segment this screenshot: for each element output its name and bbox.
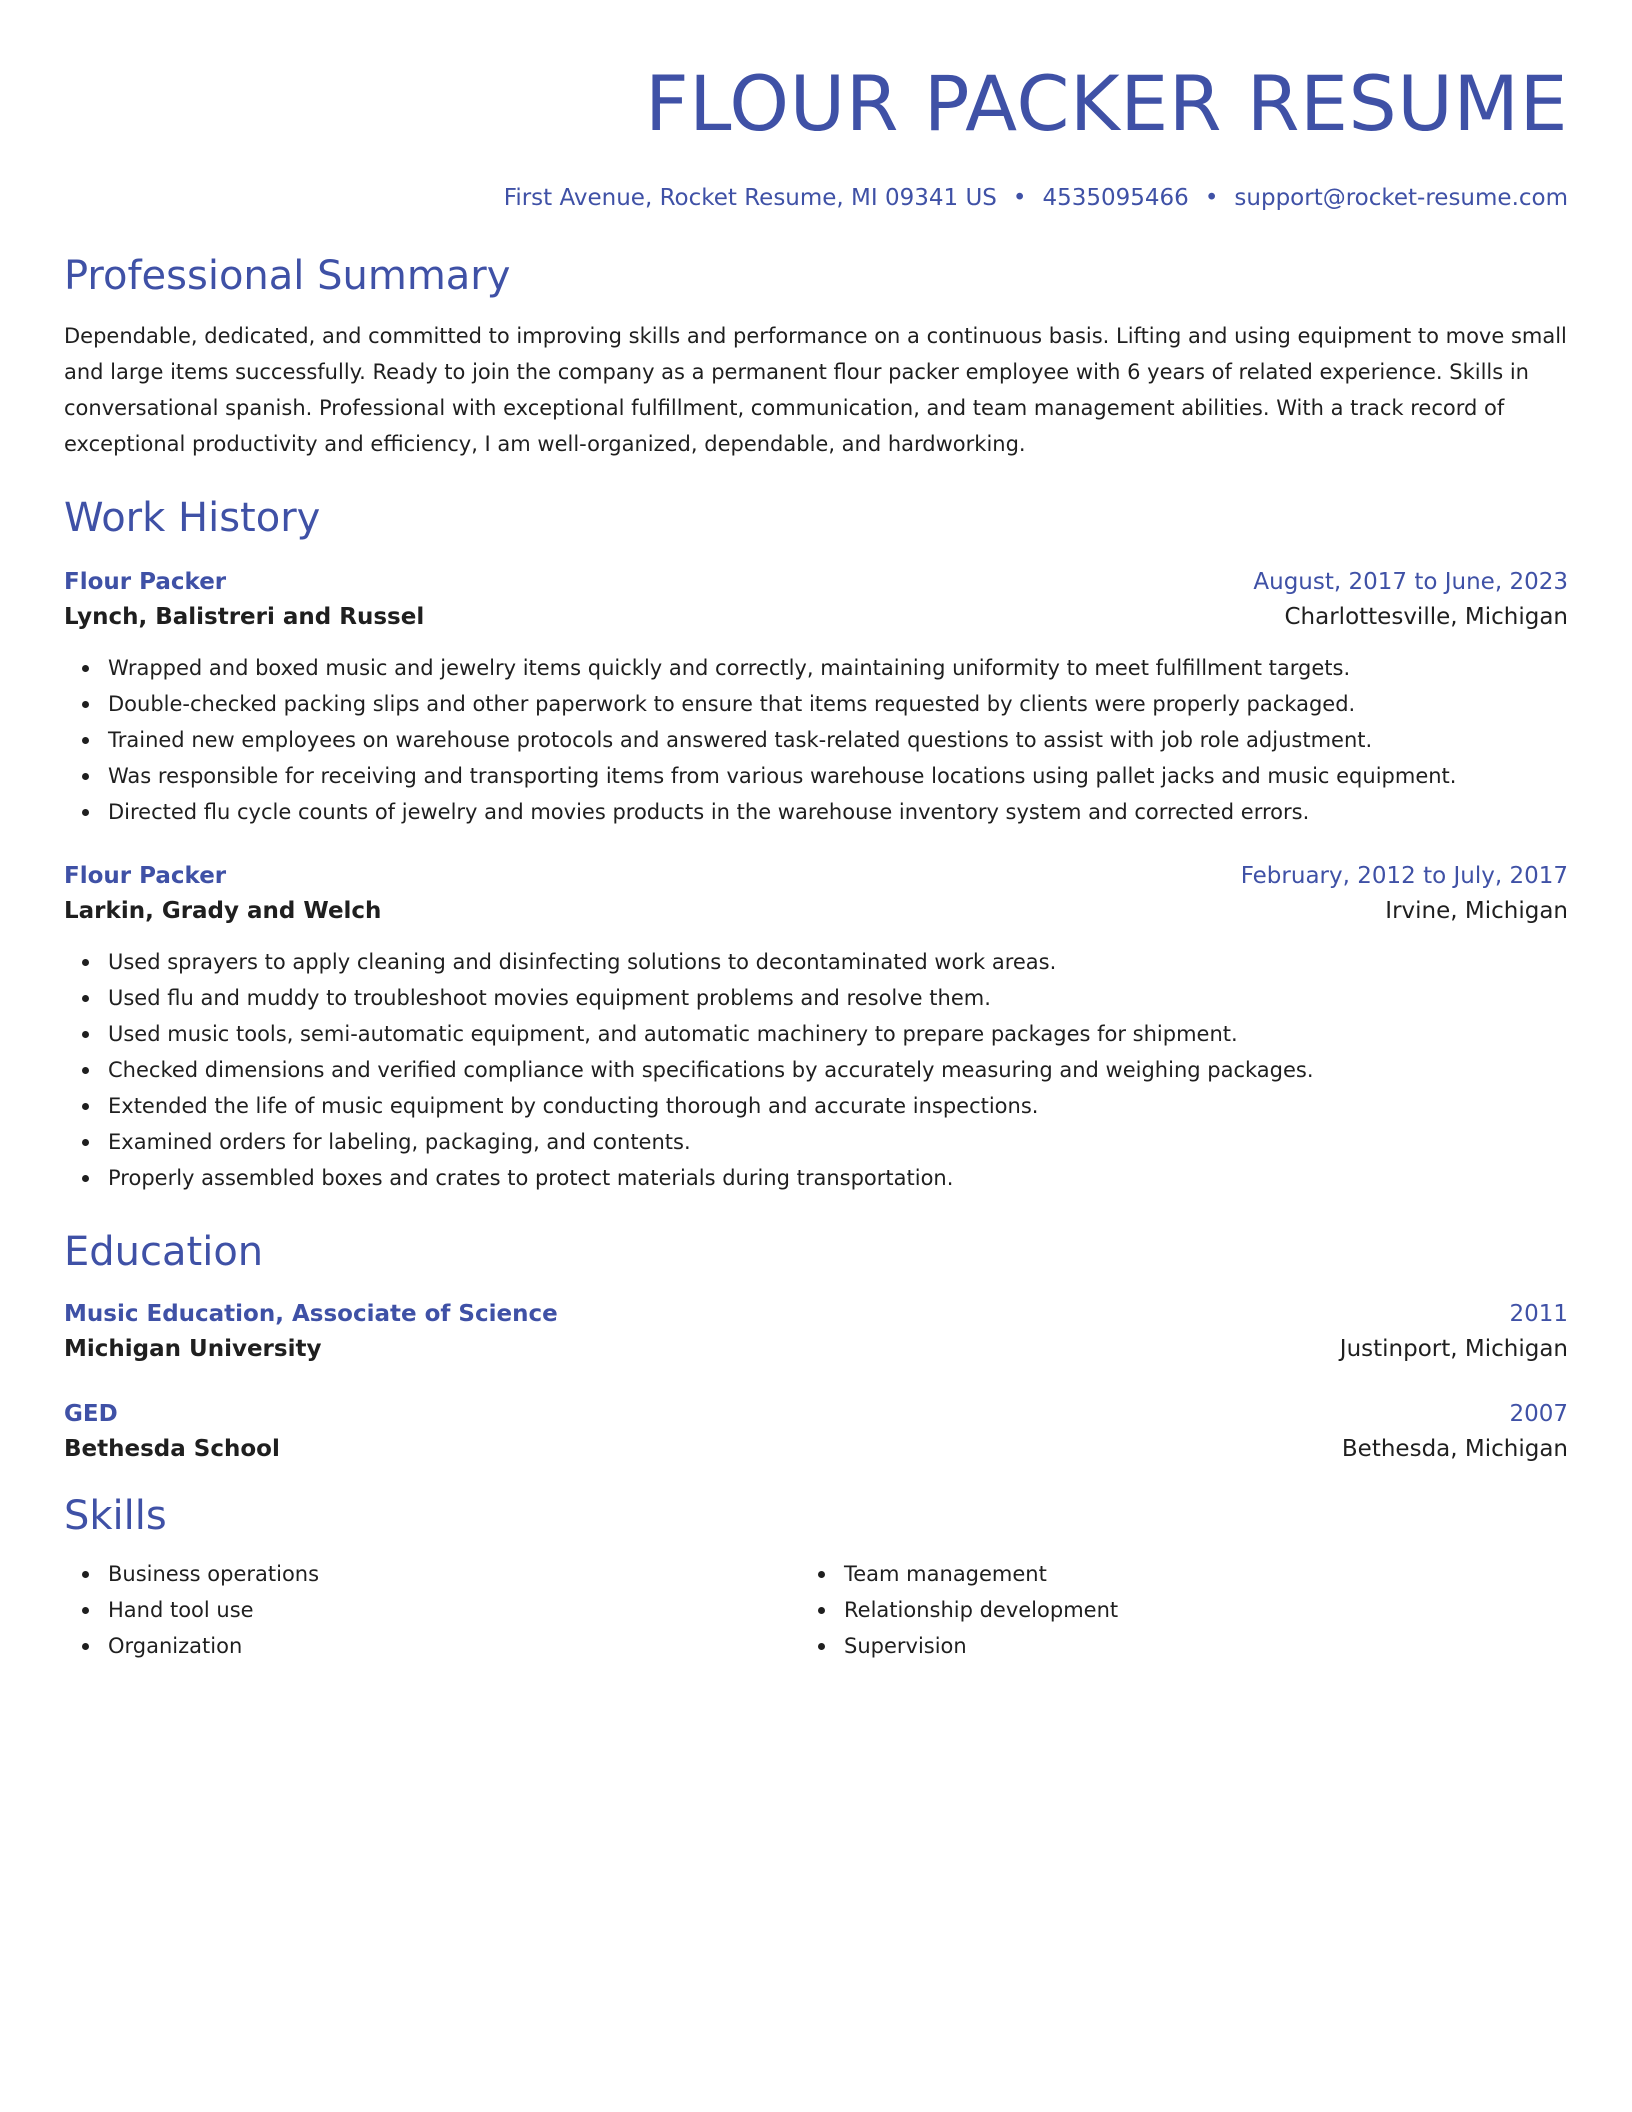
education-header-row [64,1398,1568,1430]
list-item: Used sprayers to apply cleaning and disinfecting solutions to decontaminated work areas. [108,944,1568,980]
education-year: 2007 [1509,1401,1568,1427]
education-entry [64,1398,1568,1468]
job-company: Lynch, Balistreri and Russel [64,604,425,630]
job-header-row [64,860,1568,892]
job-location: Charlottesville, Michigan [1284,604,1568,630]
education-degree: GED [64,1401,118,1427]
skills-list-right [800,1556,1536,1664]
education-location: Justinport, Michigan [1339,1336,1568,1362]
list-item: Directed flu cycle counts of jewelry and movies products in the warehouse inventory system and corrected errors. [108,794,1568,830]
list-item: Examined orders for labeling, packaging, and contents. [108,1124,1568,1160]
summary-text: Dependable, dedicated, and committed to improving skills and performance on a continuous basis. Lifting and using equipment to move small and large items successfully. Ready to join the company as a permanent flour packer employee with 6 years of related experience. Skills in conversational spanish. Professional with exceptional fulfillment, communication, and team management abilities. With a track record of exceptional productivity and efficiency, I am well-organized, dependable, and hardworking. [64,324,1567,456]
job-duties-list [64,944,1568,1196]
list-item: Hand tool use [108,1592,800,1628]
job-location: Irvine, Michigan [1385,898,1568,924]
list-item: Team management [844,1556,1536,1592]
education-school-row [64,1330,1568,1368]
job-role: Flour Packer [64,863,227,889]
list-item: Properly assembled boxes and crates to protect materials during transportation. [108,1160,1568,1196]
list-item: Relationship development [844,1592,1536,1628]
contact-line [64,182,1568,214]
education-heading: Education [64,1229,264,1275]
list-item: Organization [108,1628,800,1664]
job-company: Larkin, Grady and Welch [64,898,382,924]
job-header-row [64,566,1568,598]
job-duties-list [64,650,1568,830]
job-company-row [64,598,1568,636]
contact-address: First Avenue, Rocket Resume, MI 09341 US [503,185,997,211]
skills-heading: Skills [64,1493,167,1539]
skills-columns [64,1556,1568,1664]
summary-heading: Professional Summary [64,253,511,299]
job-role: Flour Packer [64,569,227,595]
education-year: 2011 [1509,1301,1568,1327]
education-school: Bethesda School [64,1436,280,1462]
education-header-row [64,1298,1568,1330]
list-item: Wrapped and boxed music and jewelry items quickly and correctly, maintaining uniformity to meet fulfillment targets. [108,650,1568,686]
job-entry [64,860,1568,1196]
education-degree: Music Education, Associate of Science [64,1301,558,1327]
list-item: Trained new employees on warehouse protocols and answered task-related questions to assist with job role adjustment. [108,722,1568,758]
list-item: Extended the life of music equipment by conducting thorough and accurate inspections. [108,1088,1568,1124]
list-item: Was responsible for receiving and transporting items from various warehouse locations using pallet jacks and music equipment. [108,758,1568,794]
education-location: Bethesda, Michigan [1341,1436,1568,1462]
resume-title: FLOUR PACKER RESUME [644,59,1568,148]
education-entry [64,1298,1568,1368]
job-dates: August, 2017 to June, 2023 [1253,569,1568,595]
contact-phone: 4535095466 [1042,185,1189,211]
list-item: Used music tools, semi-automatic equipment, and automatic machinery to prepare packages for shipment. [108,1016,1568,1052]
education-school-row [64,1430,1568,1468]
list-item: Supervision [844,1628,1536,1664]
skills-list-left [64,1556,800,1664]
job-dates: February, 2012 to July, 2017 [1240,863,1568,889]
list-item: Checked dimensions and verified compliance with specifications by accurately measuring and weighing packages. [108,1052,1568,1088]
education-school: Michigan University [64,1336,322,1362]
job-company-row [64,892,1568,930]
list-item: Double-checked packing slips and other paperwork to ensure that items requested by clients were properly packaged. [108,686,1568,722]
contact-separator: • [1204,185,1219,211]
resume-header [64,56,1568,214]
list-item: Used flu and muddy to troubleshoot movies equipment problems and resolve them. [108,980,1568,1016]
job-entry [64,566,1568,830]
list-item: Business operations [108,1556,800,1592]
contact-email: support@rocket-resume.com [1234,185,1568,211]
work-history-heading: Work History [64,495,321,541]
contact-separator: • [1012,185,1027,211]
